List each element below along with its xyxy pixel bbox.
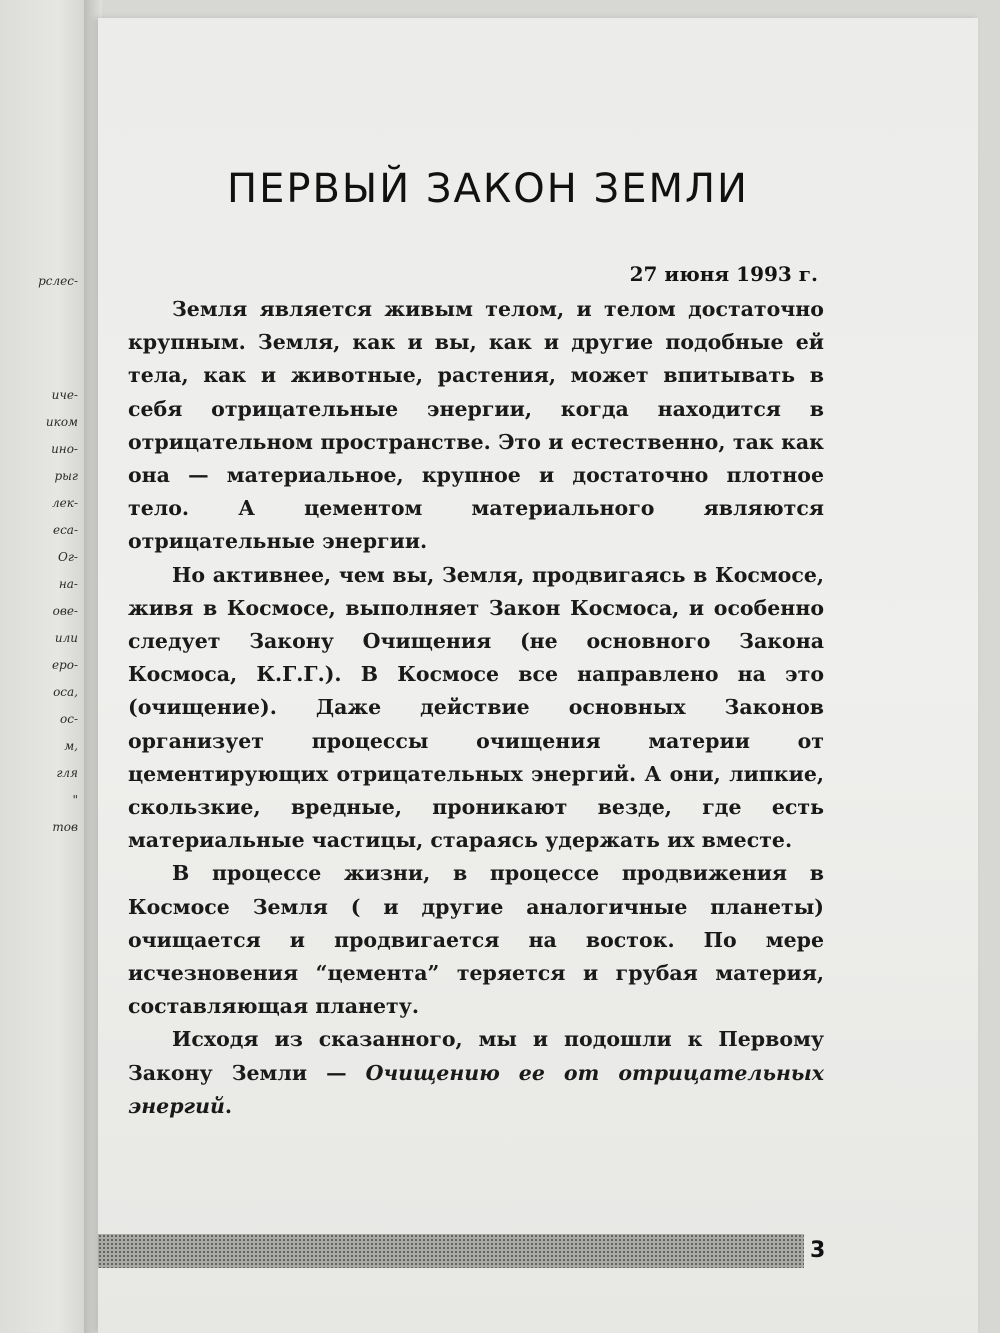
emphasized-text: Очищению ее от отрицательных энергий: [128, 1060, 824, 1118]
left-page-fragment-line: лек-: [52, 496, 78, 510]
left-page-fragment-line: ": [72, 793, 78, 807]
body-text: [128, 293, 824, 1123]
left-page-fragment-line: гля: [56, 766, 78, 780]
left-page-fragment-line: оса,: [53, 685, 78, 699]
left-page-fragment-line: ове-: [52, 604, 78, 618]
final-paragraph-text: Исходя из сказанного, мы и подошли к Первому Закону Земли —: [128, 1027, 824, 1085]
paragraph: Но активнее, чем вы, Земля, продвигаясь в Космосе, живя в Космосе, выполняет Закон Космоса, и особенно следует Закону Очищения (не основного Закона Космоса, К.Г.Г.). В Космосе все направлено на это (очищение). Даже действие основных Законов организует процессы очищения материи от цементирующих отрицательных энергий. А они, липкие, скользкие, вредные, проникают везде, где есть материальные частицы, стараясь удержать их вместе.: [128, 562, 824, 853]
left-page-fragment-top: [0, 268, 78, 295]
left-page-fragment-line: еса-: [52, 523, 78, 537]
paragraph: Земля является живым телом, и телом достаточно крупным. Земля, как и вы, как и другие подобные ей тела, как и животные, растения, может впитывать в себя отрицательные энергии, когда находится в отрицательном пространстве. Это и естественно, так как она — материальное, крупное и достаточно плотное тело. А цементом материального являются отрицательные энергии.: [128, 297, 824, 554]
left-page-fragment-line: ос-: [60, 712, 78, 726]
left-page-fragment-line: ино-: [51, 442, 78, 456]
book-page: [98, 18, 978, 1333]
footer-bar: [98, 1234, 804, 1268]
final-paragraph-period: .: [224, 1093, 233, 1118]
left-page-fragment-line: иком: [45, 415, 78, 429]
page-number: 3: [810, 1238, 826, 1263]
final-paragraph: [128, 1023, 824, 1123]
date-line: 27 июня 1993 г.: [629, 262, 818, 286]
left-page-fragment-line: еро-: [51, 658, 78, 672]
left-page-fragment-line: тов: [52, 820, 78, 834]
left-page-fragment-line: на-: [58, 577, 78, 591]
left-page-fragment-line: Ог-: [58, 550, 78, 564]
left-page-fragment-line: ичe-: [51, 388, 78, 402]
left-page-fragment-line: рыг: [54, 469, 78, 483]
paragraph: В процессе жизни, в процессе продвижения в Космосе Земля ( и другие аналогичные планеты) очищается и продвигается на восток. По мере исчезновения “цемента” теряется и грубая материя, составляющая планету.: [128, 861, 824, 1019]
left-page-fragment-line: м,: [64, 739, 78, 753]
left-page-fragment-line: или: [54, 631, 78, 645]
left-page-fragment-line: pслес-: [38, 274, 78, 288]
left-page-edge: [0, 0, 96, 1333]
page-title: ПЕРВЫЙ ЗАКОН ЗЕМЛИ: [227, 166, 749, 212]
left-page-fragment-column: [0, 382, 78, 841]
